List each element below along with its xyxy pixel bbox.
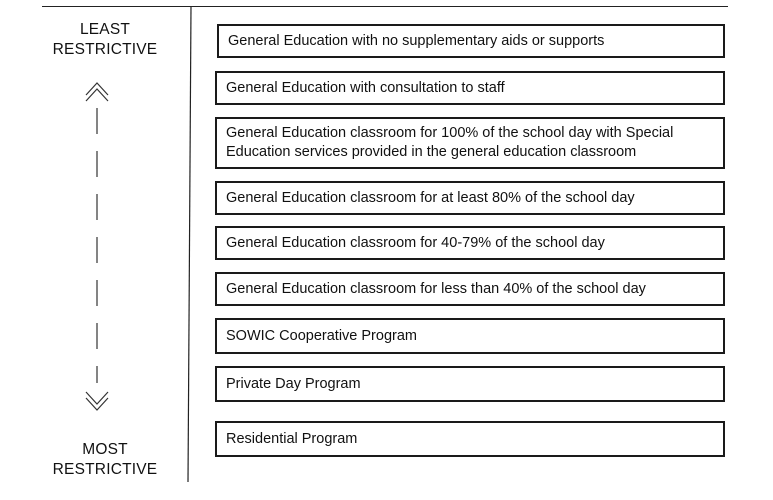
chevron-down-icon [86, 392, 108, 410]
placement-box [215, 117, 725, 169]
placement-label: General Education classroom for less than 40% of the school day [226, 280, 646, 297]
placement-label: SOWIC Cooperative Program [226, 327, 417, 344]
chevron-up-icon [86, 83, 108, 101]
most-restrictive-label: MOST RESTRICTIVE [52, 441, 158, 478]
placement-box [215, 421, 725, 457]
least-restrictive-label: LEAST RESTRICTIVE [52, 21, 158, 58]
placement-box [215, 226, 725, 260]
placement-box [215, 318, 725, 354]
placement-label: General Education with no supplementary aids or supports [228, 32, 605, 49]
placement-box [215, 181, 725, 215]
placement-box [217, 24, 725, 58]
placement-box [215, 272, 725, 306]
placement-label: Private Day Program [226, 375, 361, 392]
column-divider [188, 6, 191, 482]
placement-label: General Education with consultation to staff [226, 79, 505, 96]
placement-label: General Education classroom for 40-79% of the school day [226, 234, 605, 251]
placement-label: Residential Program [226, 430, 358, 447]
placement-box [215, 71, 725, 105]
placement-label: General Education classroom for 100% of the school day with Special Education services provided in the general education classroom [226, 125, 674, 160]
placement-label: General Education classroom for at least 80% of the school day [226, 189, 635, 206]
placement-box [215, 366, 725, 402]
